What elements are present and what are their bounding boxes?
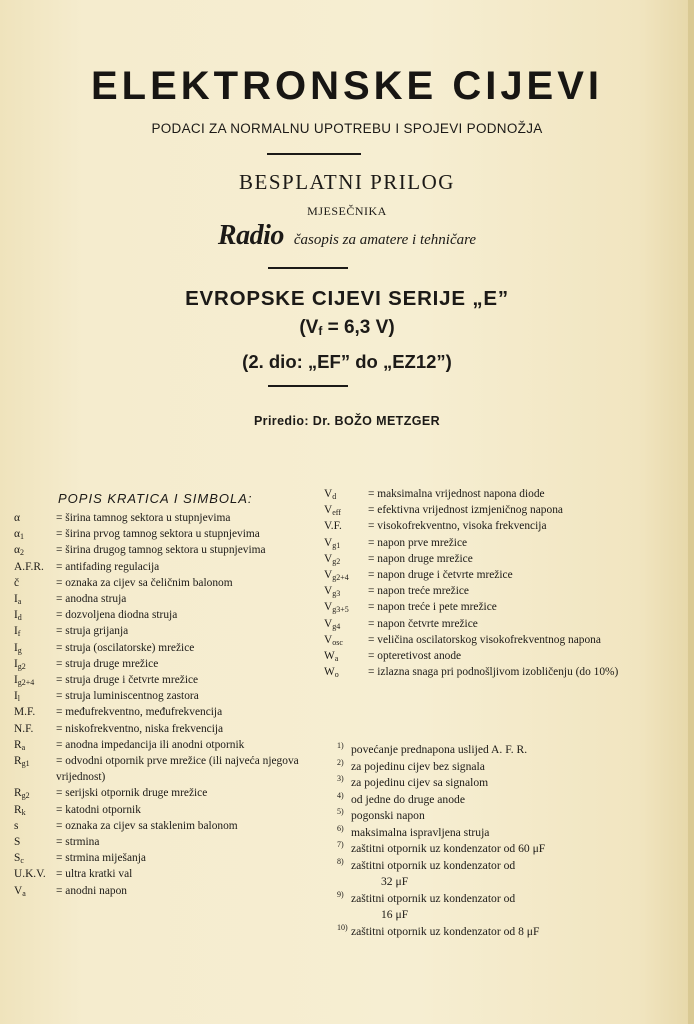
glossary-definition: = strmina miješanja bbox=[56, 852, 146, 865]
footnote bbox=[337, 759, 637, 776]
glossary-entry bbox=[324, 616, 630, 632]
symbol-subscript: g2+4 bbox=[17, 678, 35, 688]
symbol-subscript: g2 bbox=[17, 661, 26, 671]
symbol-subscript: d bbox=[332, 492, 337, 501]
glossary-entry bbox=[14, 721, 314, 737]
symbol-base: I bbox=[14, 657, 18, 670]
glossary-entry bbox=[14, 802, 314, 818]
glossary-definition: = odvodni otpornik prve mrežice (ili najveća njegova vrijednost) bbox=[56, 755, 299, 784]
glossary-entry bbox=[14, 607, 314, 623]
glossary-entry bbox=[14, 704, 314, 720]
symbol-base: I bbox=[14, 609, 18, 622]
symbol-base: U.K.V. bbox=[14, 868, 46, 881]
footnote-number: 5) bbox=[337, 807, 344, 816]
footnote bbox=[337, 841, 637, 858]
footnote-number: 8) bbox=[337, 856, 344, 866]
glossary-definition: = ultra kratki val bbox=[56, 868, 133, 881]
glossary-entry bbox=[14, 510, 314, 526]
symbol-base: A.F.R. bbox=[14, 560, 44, 573]
symbol-base: č bbox=[14, 576, 20, 589]
author-line: Priredio: Dr. BOŽO METZGER bbox=[253, 414, 441, 428]
voltage-sub: f bbox=[318, 324, 323, 338]
glossary-definition: = širina prvog tamnog sektora u stupnjevima bbox=[56, 528, 260, 541]
glossary-entry bbox=[324, 502, 630, 518]
glossary-left-column bbox=[14, 510, 314, 899]
glossary-entry bbox=[14, 688, 314, 704]
glossary-entry bbox=[14, 785, 314, 801]
footnote-number: 7) bbox=[337, 840, 344, 849]
glossary-definition: = maksimalna vrijednost napona diode bbox=[368, 488, 545, 500]
footnote-text: zaštitni otpornik uz kondenzator od 8 μF bbox=[351, 924, 540, 938]
glossary-definition: = niskofrekventno, niska frekvencija bbox=[56, 722, 224, 735]
symbol-subscript: g1 bbox=[332, 540, 341, 550]
divider-rule bbox=[268, 267, 348, 269]
glossary-entry bbox=[14, 591, 314, 607]
glossary-definition: = anodna struja bbox=[56, 593, 127, 606]
glossary-definition: = napon treće i pete mrežice bbox=[368, 601, 497, 614]
footnote-number: 1) bbox=[337, 741, 344, 750]
glossary-entry bbox=[324, 567, 630, 583]
glossary-entry bbox=[324, 583, 630, 599]
glossary-definition: = veličina oscilatorskog visokofrekventnog napona bbox=[368, 633, 601, 646]
glossary-entry bbox=[14, 542, 314, 558]
glossary-definition: = visokofrekventno, visoka frekvencija bbox=[368, 520, 547, 533]
glossary-entry bbox=[324, 518, 630, 534]
glossary-heading: POPIS KRATICA I SIMBOLA: bbox=[58, 491, 253, 506]
symbol-base: V bbox=[324, 617, 333, 630]
glossary-right-column bbox=[324, 486, 630, 680]
footnote-continuation: 32 μF bbox=[381, 875, 409, 888]
footnote-number: 3) bbox=[337, 774, 344, 783]
glossary-definition: = napon prve mrežice bbox=[368, 536, 468, 549]
glossary-definition: = serijski otpornik druge mrežice bbox=[56, 787, 208, 800]
magazine-tagline: časopis za amatere i tehničare bbox=[293, 232, 477, 248]
symbol-base: α bbox=[14, 512, 20, 524]
footnote-continuation: 16 μF bbox=[381, 908, 409, 921]
footnote-number: 9) bbox=[337, 889, 344, 899]
part-title: (2. dio: „EF” do „EZ12”) bbox=[242, 351, 452, 372]
symbol-subscript: g4 bbox=[332, 621, 341, 631]
footnote-number: 4) bbox=[337, 790, 344, 800]
magazine-masthead bbox=[0, 220, 694, 252]
symbol-subscript: g2 bbox=[332, 556, 341, 566]
glossary-entry bbox=[324, 664, 630, 680]
symbol-base: V bbox=[324, 601, 333, 614]
symbol-base: I bbox=[14, 690, 18, 703]
glossary-entry bbox=[324, 535, 630, 551]
symbol-subscript: a bbox=[17, 597, 22, 607]
symbol-subscript: f bbox=[17, 629, 21, 639]
symbol-subscript: g3+5 bbox=[332, 605, 349, 615]
glossary-definition: = struja luminiscentnog zastora bbox=[56, 690, 199, 703]
symbol-subscript: 1 bbox=[19, 532, 24, 542]
symbol-base: M.F. bbox=[14, 706, 36, 719]
glossary-symbol bbox=[14, 883, 26, 902]
glossary-definition: = napon druge i četvrte mrežice bbox=[368, 569, 513, 582]
footnote bbox=[337, 891, 637, 924]
footnote bbox=[337, 924, 637, 941]
glossary-definition: = oznaka za cijev sa staklenim balonom bbox=[56, 819, 238, 832]
symbol-subscript: d bbox=[17, 613, 22, 623]
glossary-definition: = napon treće mrežice bbox=[368, 585, 469, 598]
footnote-number: 2) bbox=[337, 757, 344, 767]
glossary-entry bbox=[14, 672, 314, 688]
glossary-definition: = oznaka za cijev sa čeličnim balonom bbox=[56, 576, 233, 589]
footnote bbox=[337, 742, 637, 759]
footnote-text: zaštitni otpornik uz kondenzator od bbox=[351, 858, 516, 872]
symbol-base: V bbox=[324, 504, 333, 517]
glossary-entry bbox=[14, 818, 314, 834]
symbol-subscript: a bbox=[334, 654, 339, 664]
symbol-base: S bbox=[14, 836, 21, 849]
symbol-base: V.F. bbox=[324, 520, 342, 533]
symbol-base: s bbox=[14, 819, 19, 832]
page-edge bbox=[688, 0, 694, 1024]
glossary-entry bbox=[324, 632, 630, 648]
glossary-definition: = struja druge i četvrte mrežice bbox=[56, 674, 199, 687]
symbol-subscript: g2 bbox=[21, 791, 30, 801]
symbol-base: V bbox=[324, 633, 333, 646]
glossary-definition: = antifading regulacija bbox=[56, 560, 160, 573]
symbol-subscript: g1 bbox=[21, 759, 30, 769]
glossary-entry bbox=[324, 486, 630, 502]
voltage-line bbox=[0, 317, 694, 339]
footnote-text: za pojedinu cijev bez signala bbox=[351, 759, 485, 773]
symbol-base: N.F. bbox=[14, 722, 34, 735]
footnote bbox=[337, 792, 637, 809]
glossary-symbol bbox=[14, 753, 30, 772]
glossary-definition: = širina drugog tamnog sektora u stupnjevima bbox=[56, 544, 266, 557]
symbol-base: W bbox=[324, 666, 335, 679]
symbol-base: I bbox=[14, 593, 18, 606]
symbol-base: V bbox=[324, 552, 333, 565]
footnote bbox=[337, 775, 637, 792]
supplement-label: BESPLATNI PRILOG bbox=[239, 170, 455, 194]
voltage-prefix: (V bbox=[299, 317, 319, 338]
symbol-base: I bbox=[14, 641, 18, 654]
document-subtitle: PODACI ZA NORMALNU UPOTREBU I SPOJEVI PODNOŽJA bbox=[151, 121, 543, 136]
symbol-base: S bbox=[14, 852, 21, 865]
series-title: EVROPSKE CIJEVI SERIJE „E” bbox=[185, 287, 509, 310]
glossary-definition: = struja druge mrežice bbox=[56, 657, 159, 670]
footnote-text: povećanje prednapona uslijed A. F. R. bbox=[351, 743, 528, 756]
glossary-entry bbox=[14, 559, 314, 575]
symbol-subscript: g3 bbox=[332, 589, 341, 599]
glossary-entry bbox=[14, 834, 314, 850]
glossary-entry bbox=[14, 883, 314, 899]
monthly-label: MJESEČNIKA bbox=[307, 204, 387, 218]
symbol-subscript: c bbox=[20, 856, 24, 866]
footnote-number: 10) bbox=[337, 922, 348, 932]
glossary-definition: = struja grijanja bbox=[56, 625, 129, 638]
footnote-text: za pojedinu cijev sa signalom bbox=[351, 776, 489, 789]
glossary-symbol bbox=[324, 664, 339, 683]
divider-rule bbox=[267, 153, 361, 155]
footnote bbox=[337, 858, 637, 891]
glossary-definition: = opteretivost anode bbox=[368, 650, 462, 663]
glossary-definition: = međufrekventno, međufrekvencija bbox=[56, 706, 223, 719]
symbol-subscript: 2 bbox=[19, 548, 24, 558]
symbol-base: V bbox=[324, 569, 333, 582]
symbol-subscript: g2+4 bbox=[332, 573, 349, 583]
symbol-base: I bbox=[14, 625, 18, 638]
glossary-entry bbox=[324, 551, 630, 567]
glossary-definition: = struja (oscilatorske) mrežice bbox=[56, 641, 195, 654]
symbol-base: V bbox=[14, 884, 23, 897]
footnote-text: maksimalna ispravljena struja bbox=[351, 825, 490, 839]
footnote-text: zaštitni otpornik uz kondenzator od 60 μF bbox=[351, 842, 546, 855]
document-title: ELEKTRONSKE CIJEVI bbox=[90, 64, 604, 108]
glossary-definition: = strmina bbox=[56, 836, 100, 849]
footnote bbox=[337, 825, 637, 842]
voltage-suffix: = 6,3 V) bbox=[322, 317, 395, 338]
symbol-base: W bbox=[324, 650, 335, 663]
footnote bbox=[337, 808, 637, 825]
footnotes-list bbox=[337, 742, 637, 940]
symbol-base: V bbox=[324, 585, 333, 598]
symbol-base: α bbox=[14, 544, 20, 557]
symbol-subscript: l bbox=[17, 694, 21, 704]
symbol-base: α bbox=[14, 528, 20, 541]
footnote-text: od jedne do druge anode bbox=[351, 792, 465, 806]
symbol-subscript: o bbox=[334, 670, 339, 680]
symbol-base: V bbox=[324, 488, 333, 500]
glossary-entry bbox=[14, 656, 314, 672]
glossary-definition: = dozvoljena diodna struja bbox=[56, 609, 178, 622]
glossary-definition: = efektivna vrijednost izmjeničnog napona bbox=[368, 504, 563, 517]
glossary-entry bbox=[14, 526, 314, 542]
symbol-base: I bbox=[14, 674, 18, 687]
symbol-base: R bbox=[14, 787, 22, 800]
glossary-entry bbox=[324, 599, 630, 615]
glossary-definition: = anodna impedancija ili anodni otpornik bbox=[56, 738, 245, 751]
glossary-definition: = katodni otpornik bbox=[56, 803, 141, 816]
symbol-subscript: eff bbox=[332, 508, 341, 518]
symbol-base: R bbox=[14, 755, 22, 768]
glossary-entry bbox=[14, 850, 314, 866]
glossary-definition: = napon druge mrežice bbox=[368, 552, 473, 565]
footnote-text: zaštitni otpornik uz kondenzator od bbox=[351, 891, 516, 905]
magazine-logo: Radio bbox=[217, 220, 284, 251]
symbol-base: R bbox=[14, 803, 22, 816]
glossary-entry bbox=[14, 640, 314, 656]
glossary-definition: = anodni napon bbox=[56, 884, 127, 897]
glossary-entry bbox=[14, 866, 314, 882]
divider-rule bbox=[268, 385, 348, 387]
glossary-entry bbox=[324, 648, 630, 664]
footnote-text: pogonski napon bbox=[351, 809, 425, 822]
glossary-definition: = izlazna snaga pri podnošljivom izobličenju (do 10%) bbox=[368, 666, 619, 679]
symbol-subscript: osc bbox=[332, 637, 343, 647]
symbol-subscript: g bbox=[17, 645, 22, 655]
glossary-entry bbox=[14, 737, 314, 753]
glossary-definition: = širina tamnog sektora u stupnjevima bbox=[56, 512, 231, 524]
glossary-entry bbox=[14, 623, 314, 639]
symbol-base: R bbox=[14, 738, 22, 751]
symbol-base: V bbox=[324, 536, 333, 549]
footnote-number: 6) bbox=[337, 823, 344, 833]
glossary-definition: = napon četvrte mrežice bbox=[368, 617, 478, 630]
symbol-subscript: k bbox=[21, 807, 26, 817]
glossary-entry bbox=[14, 575, 314, 591]
symbol-subscript: a bbox=[21, 742, 26, 752]
glossary-entry bbox=[14, 753, 314, 785]
symbol-subscript: a bbox=[22, 888, 26, 898]
